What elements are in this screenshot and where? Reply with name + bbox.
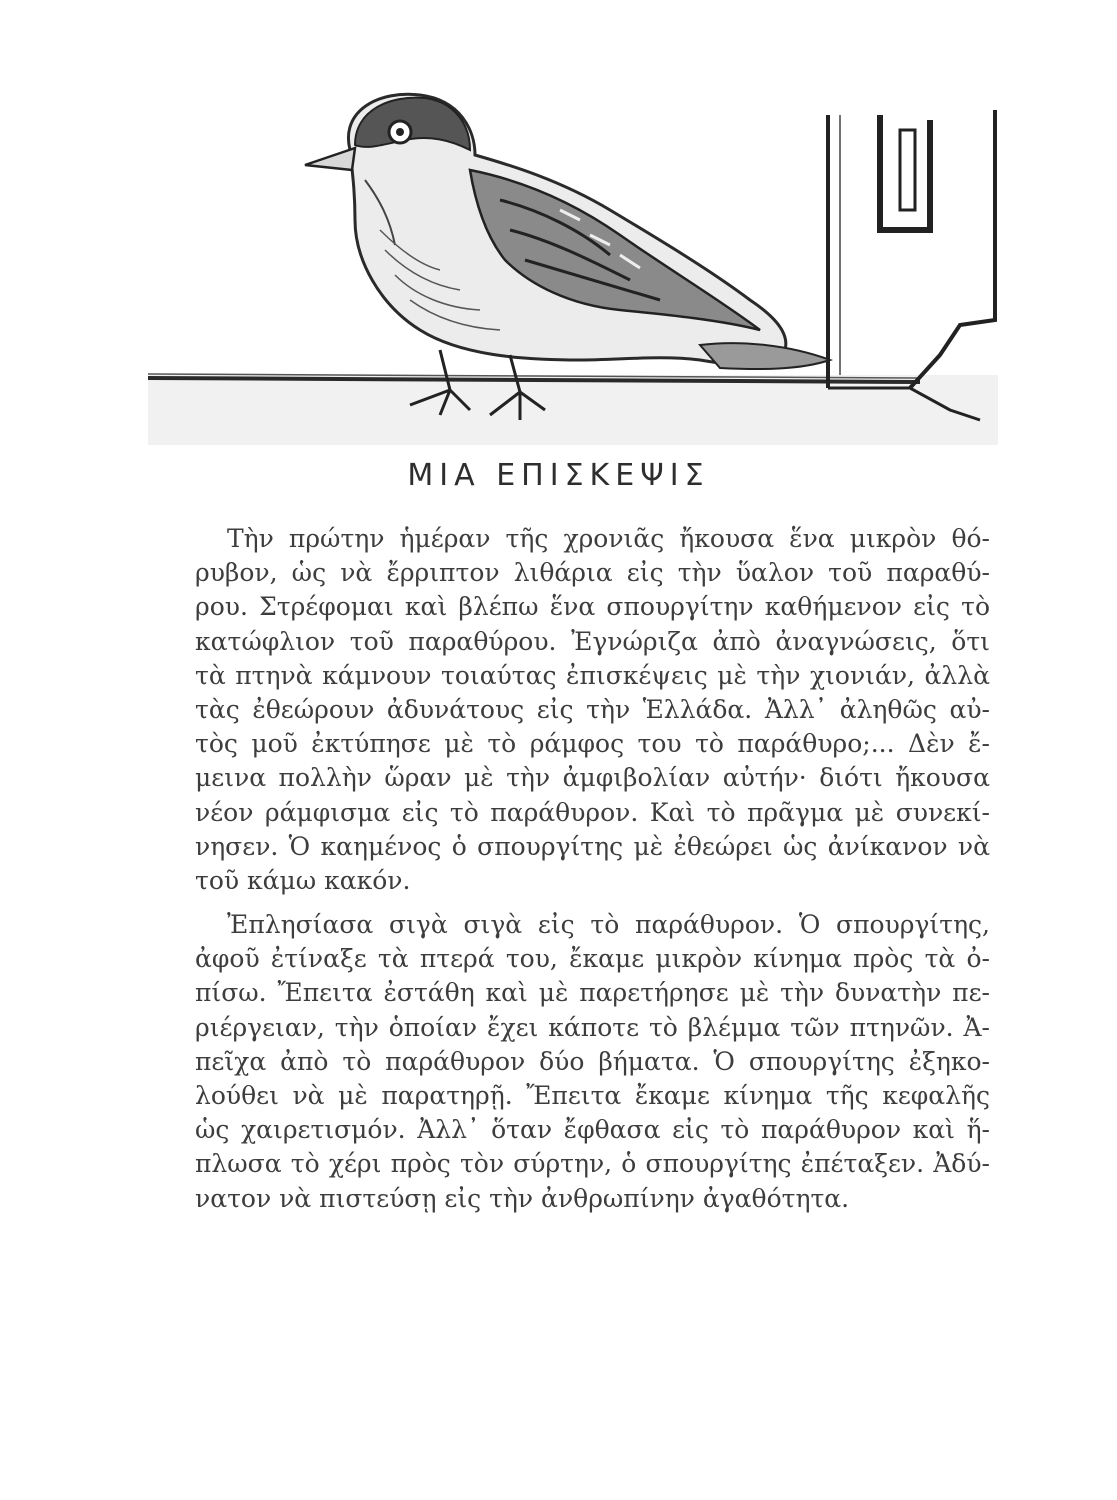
text-line: τὸς μοῦ ἐκτύπησε μὲ τὸ ράμφος του τὸ παράθυρο;... Δὲν ἔ- [195,729,990,759]
text-line: τὰ πτηνὰ κάμνουν τοιαύτας ἐπισκέψεις μὲ τὴν χιονιάν, ἀλλὰ [195,660,990,690]
text-line: Ἐπλησίασα σιγὰ σιγὰ εἰς τὸ παράθυρον. Ὁ σπουργίτης, [227,910,990,940]
text-line: ριέργειαν, τὴν ὁποίαν ἔχει κάποτε τὸ βλέμμα τῶν πτηνῶν. Ἀ- [195,1012,990,1042]
text-line: πεῖχα ἀπὸ τὸ παράθυρον δύο βήματα. Ὁ σπουργίτης ἐξηκο- [195,1046,990,1076]
text-line: νατον νὰ πιστεύσῃ εἰς τὴν ἀνθρωπίνην ἀγαθότητα. [195,1183,850,1213]
body-text [195,522,990,1216]
text-line: ρου. Στρέφομαι καὶ βλέπω ἕνα σπουργίτην καθήμενον εἰς τὸ [195,592,990,622]
sparrow-on-windowsill-icon [140,70,1010,450]
text-line: λούθει νὰ μὲ παρατηρῇ. Ἔπειτα ἔκαμε κίνημα τῆς κεφαλῆς [195,1081,990,1110]
text-line: νέον ράμφισμα εἰς τὸ παράθυρον. Καὶ τὸ πρᾶγμα μὲ συνεκί- [195,797,990,827]
text-line: κατώφλιον τοῦ παραθύρου. Ἐγνώριζα ἀπὸ ἀναγνώσεις, ὅτι [195,626,990,656]
text-line: ἀφοῦ ἐτίναξε τὰ πτερά του, ἔκαμε μικρὸν κίνημα πρὸς τὰ ὀ- [195,944,990,974]
sparrow-illustration [140,70,1010,450]
text-line: μεινα πολλὴν ὥραν μὲ τὴν ἀμφιβολίαν αὐτήν· διότι ἤκουσα [195,763,990,793]
text-line: νησεν. Ὁ καημένος ὁ σπουργίτης μὲ ἐθεώρει ὡς ἀνίκανον νὰ [195,831,990,861]
paragraph-1 [195,522,990,898]
text-line: ρυβον, ὡς νὰ ἔρριπτον λιθάρια εἰς τὴν ὕαλον τοῦ παραθύ- [195,558,990,588]
text-line: τὰς ἐθεώρουν ἀδυνάτους εἰς τὴν Ἑλλάδα. Ἀλλ᾿ ἀληθῶς αὐ- [195,694,990,724]
text-line: Τὴν πρώτην ἡμέραν τῆς χρονιᾶς ἤκουσα ἕνα μικρὸν θό- [227,524,990,553]
text-line: ὡς χαιρετισμόν. Ἀλλ᾿ ὅταν ἔφθασα εἰς τὸ παράθυρον καὶ ἥ- [195,1115,990,1145]
paragraph-2 [195,908,990,1216]
text-line: τοῦ κάμω κακόν. [195,865,411,895]
text-line: πίσω. Ἔπειτα ἐστάθη καὶ μὲ παρετήρησε μὲ τὴν δυνατὴν πε- [195,978,990,1008]
text-line: πλωσα τὸ χέρι πρὸς τὸν σύρτην, ὁ σπουργίτης ἐπέταξεν. Ἀδύ- [195,1149,990,1179]
chapter-title: ΜΙΑ ΕΠΙΣΚΕΨΙΣ [407,458,710,493]
